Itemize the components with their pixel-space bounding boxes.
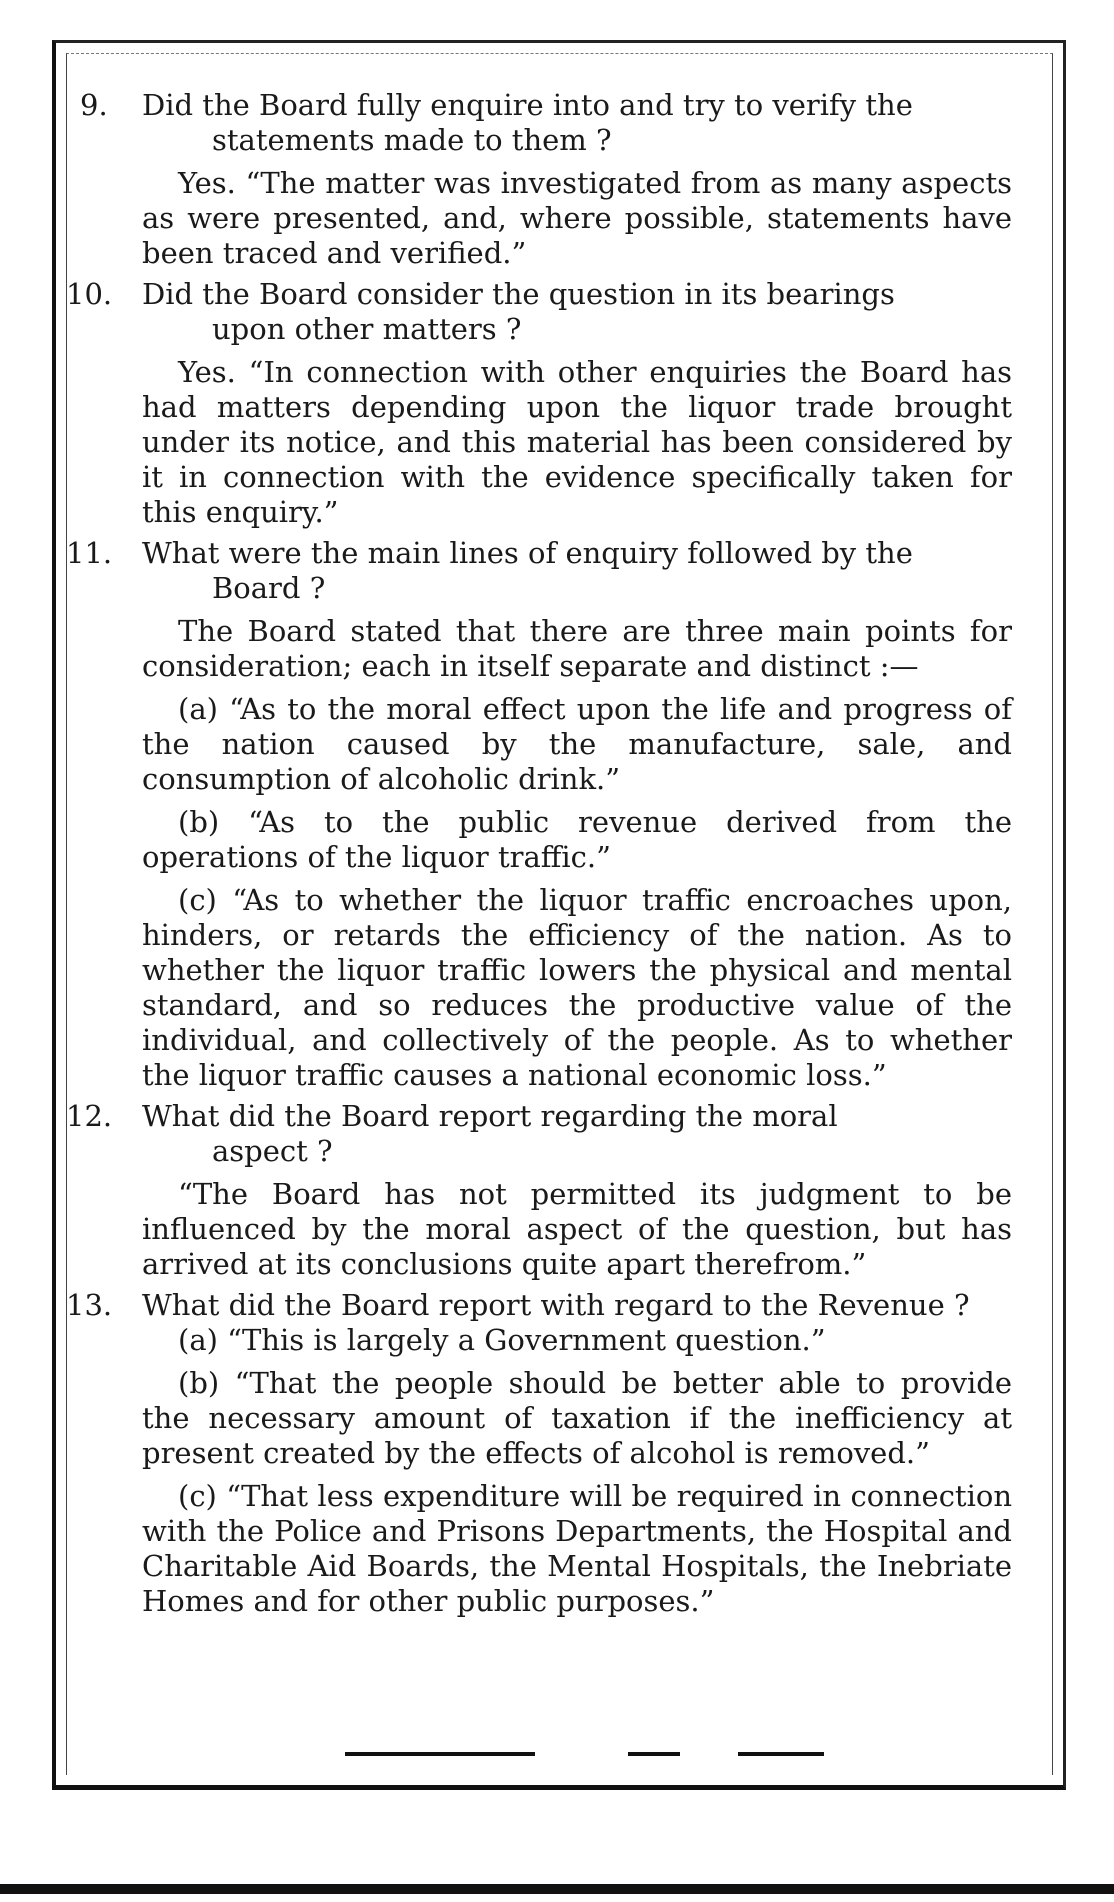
question-line: Did the Board fully enquire into and try to verify the bbox=[142, 88, 913, 122]
sub-point-a: (a) “As to the moral effect upon the life and progress of the nation caused by the manufacture, sale, and consumption of alcoholic drink.” bbox=[142, 692, 1012, 796]
question-text bbox=[142, 88, 1012, 158]
question-11 bbox=[66, 536, 1012, 606]
page-bottom-rule bbox=[0, 1884, 1114, 1894]
question-line: upon other matters ? bbox=[212, 312, 522, 346]
answer-paragraph: “The Board has not permitted its judgment to be influenced by the moral aspect of the question, but has arrived at its conclusions quite apart therefrom.” bbox=[142, 1177, 1012, 1281]
footer-rule bbox=[345, 1752, 535, 1756]
question-13 bbox=[66, 1288, 1012, 1323]
question-line: What did the Board report with regard to the Revenue ? bbox=[142, 1288, 970, 1322]
document-body bbox=[66, 88, 1012, 1625]
sub-point-b: (b) “As to the public revenue derived from the operations of the liquor traffic.” bbox=[142, 805, 1012, 874]
question-number: 9. bbox=[80, 88, 108, 122]
question-line: What were the main lines of enquiry followed by the bbox=[142, 536, 913, 570]
answer-paragraph: The Board stated that there are three main points for consideration; each in itself separate and distinct :— bbox=[142, 614, 1012, 683]
question-number: 13. bbox=[66, 1288, 113, 1322]
question-line: Board ? bbox=[212, 571, 326, 605]
footer-rule bbox=[628, 1752, 680, 1756]
question-10 bbox=[66, 277, 1012, 347]
sub-point-c: (c) “That less expenditure will be required in connection with the Police and Prisons Departments, the Hospital and Charitable Aid Boards, the Mental Hospitals, the Inebriate Homes and for other public purposes.” bbox=[142, 1479, 1012, 1618]
question-text bbox=[142, 1288, 1012, 1323]
question-number: 11. bbox=[66, 536, 113, 570]
sub-point-c: (c) “As to whether the liquor traffic encroaches upon, hinders, or retards the efficiency of the nation. As to whether the liquor traffic lowers the physical and mental standard, and so reduces the productive value of the individual, and collectively of the people. As to whether the liquor traffic causes a national economic loss.” bbox=[142, 883, 1012, 1092]
sub-point-a: (a) “This is largely a Government question.” bbox=[178, 1323, 826, 1357]
question-9 bbox=[80, 88, 1012, 158]
question-text bbox=[142, 536, 1012, 606]
footer-rule bbox=[738, 1752, 824, 1756]
answer-paragraph: Yes. “In connection with other enquiries the Board has had matters depending upon the liquor trade brought under its notice, and this material has been considered by it in connection with the evidence specifically taken for this enquiry.” bbox=[142, 355, 1012, 529]
question-12 bbox=[66, 1099, 1012, 1169]
question-number: 12. bbox=[66, 1099, 113, 1133]
question-line: Did the Board consider the question in its bearings bbox=[142, 277, 895, 311]
question-line: statements made to them ? bbox=[212, 123, 612, 157]
question-number: 10. bbox=[66, 277, 113, 311]
question-text bbox=[142, 277, 1012, 347]
question-line: What did the Board report regarding the moral bbox=[142, 1099, 838, 1133]
answer-paragraph: Yes. “The matter was investigated from as many aspects as were presented, and, where possible, statements have been traced and verified.” bbox=[142, 166, 1012, 270]
sub-point-b: (b) “That the people should be better able to provide the necessary amount of taxation if the inefficiency at present created by the effects of alcohol is removed.” bbox=[142, 1366, 1012, 1470]
question-text bbox=[142, 1099, 1012, 1169]
question-line: aspect ? bbox=[212, 1134, 333, 1168]
